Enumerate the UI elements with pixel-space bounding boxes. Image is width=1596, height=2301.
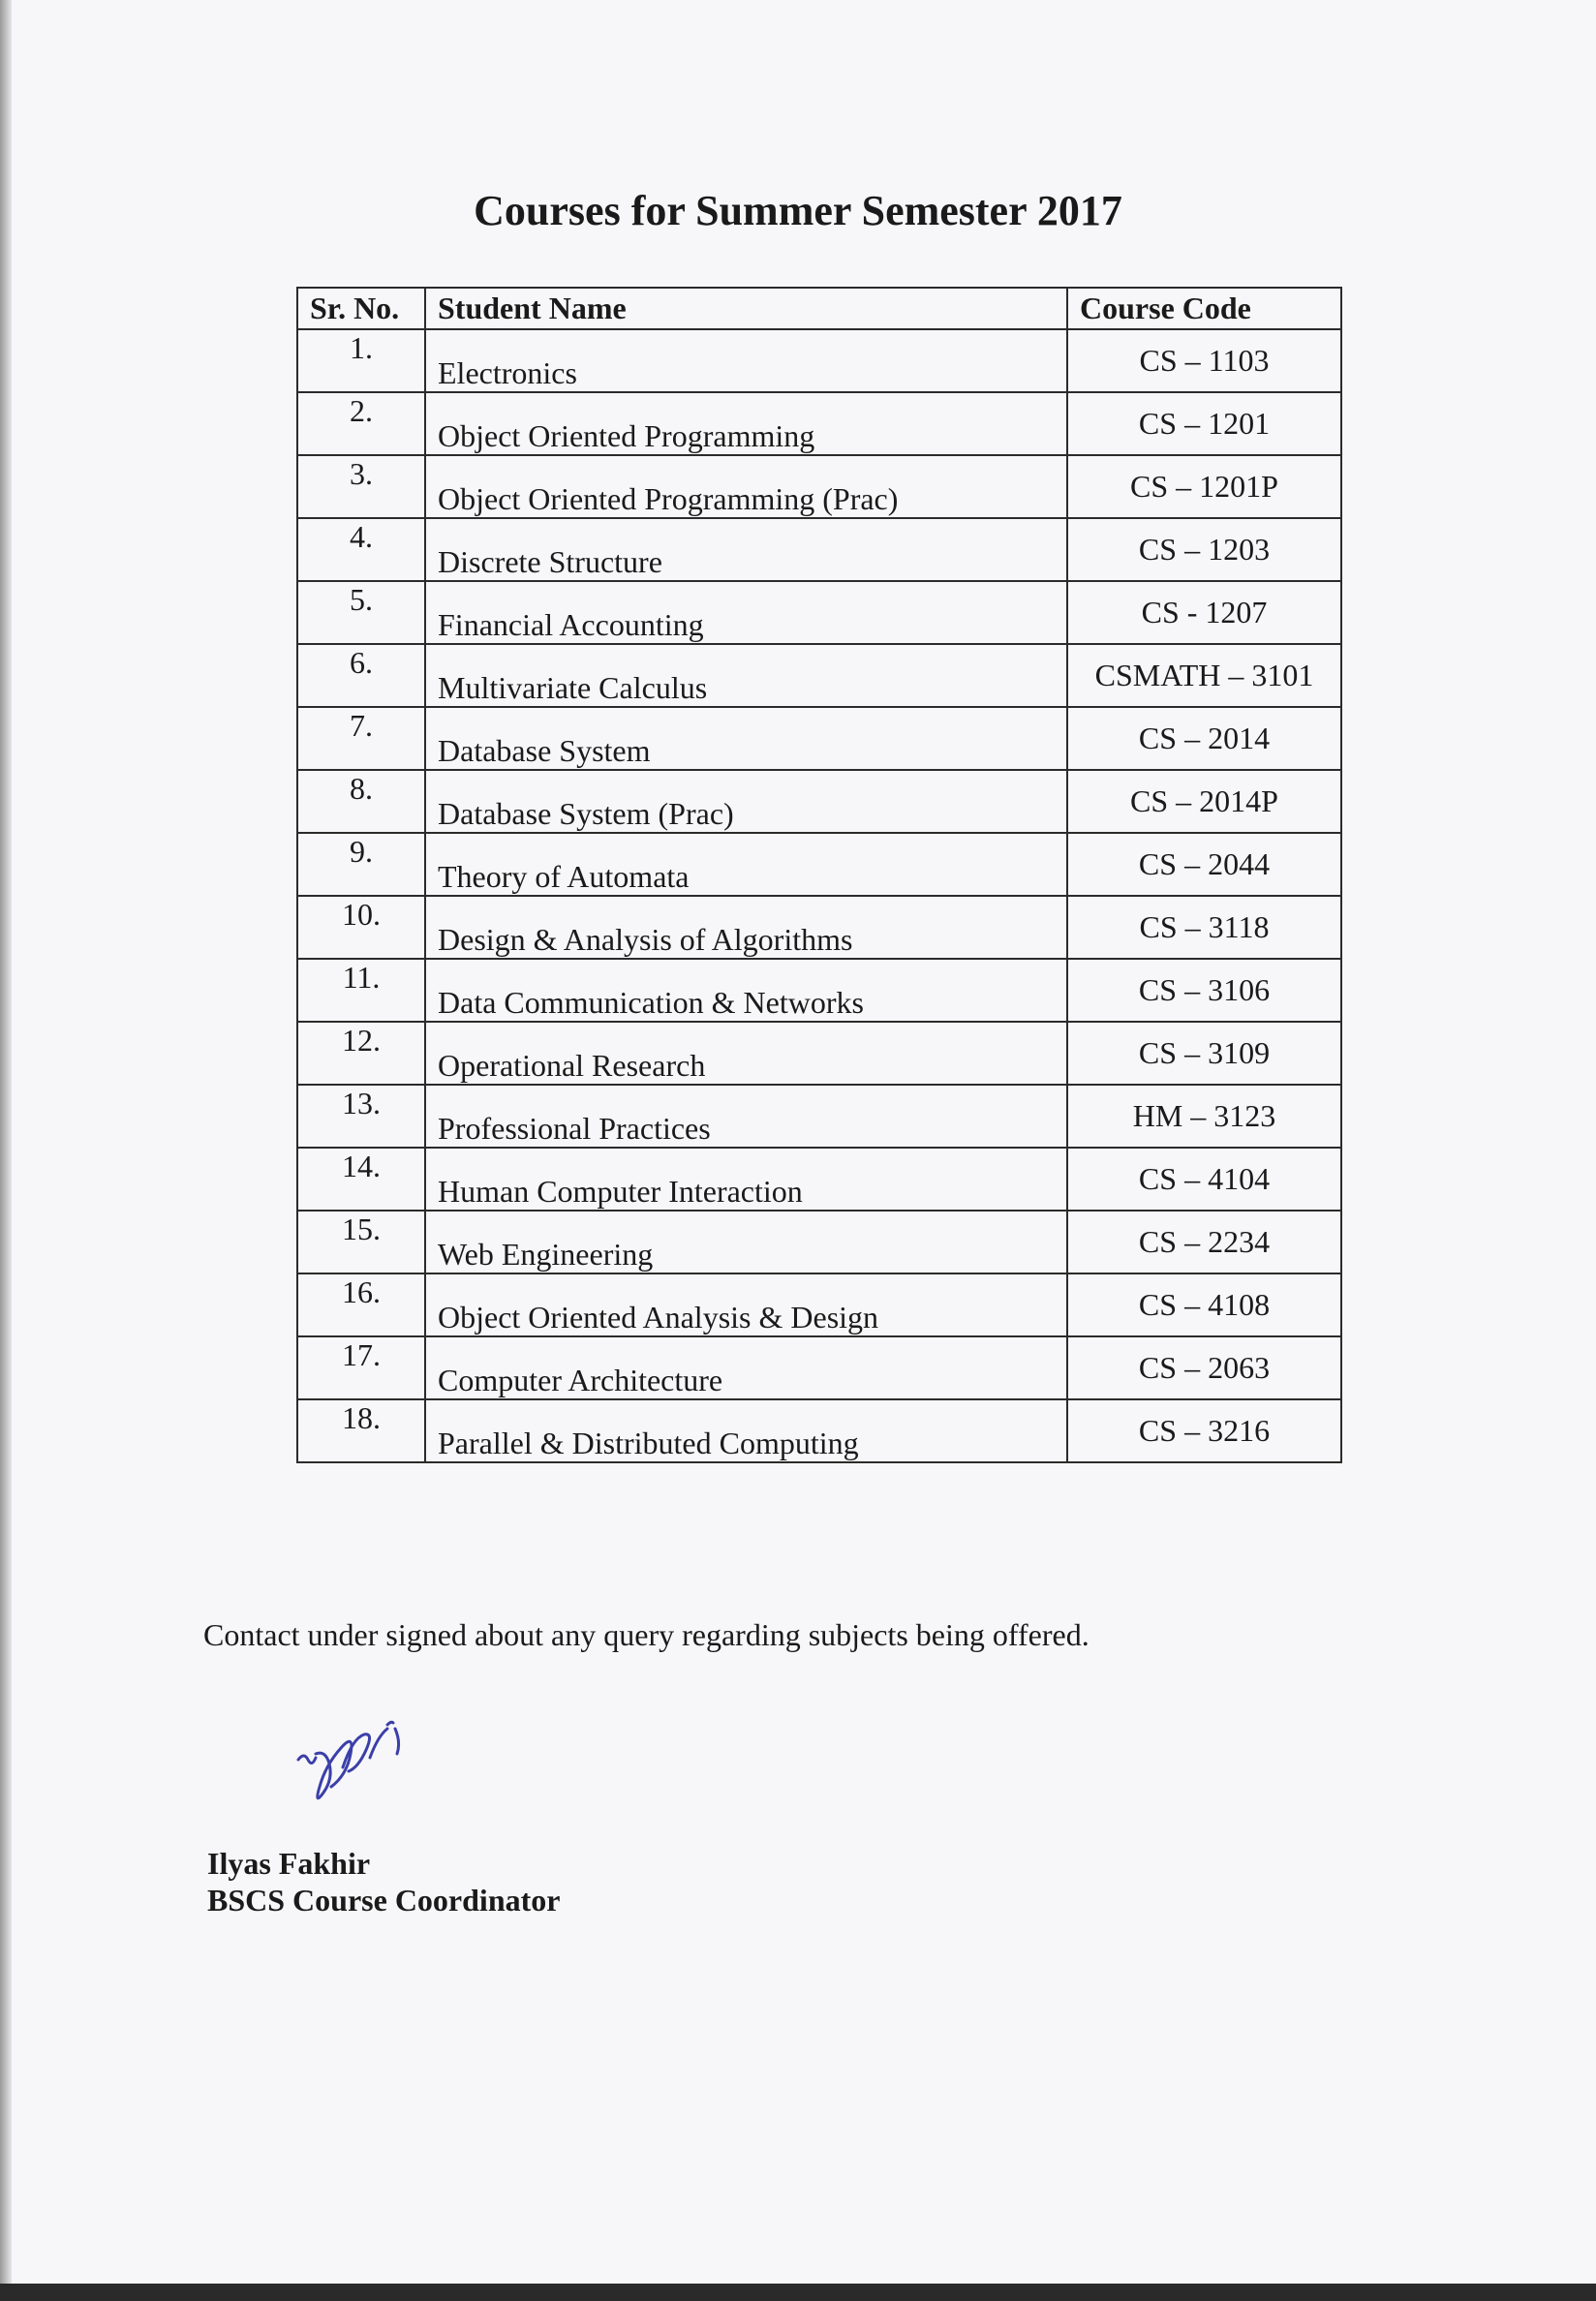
row-course-code: CS - 1207: [1067, 581, 1341, 644]
page-title: Courses for Summer Semester 2017: [474, 187, 1122, 234]
contact-note: Contact under signed about any query regarding subjects being offered.: [203, 1617, 1090, 1652]
table-row: [297, 329, 1341, 392]
table-row: [297, 1148, 1341, 1211]
table-body: [297, 329, 1341, 1462]
table-row: [297, 392, 1341, 455]
table-row: [297, 455, 1341, 518]
header-sr-no: Sr. No.: [297, 288, 425, 329]
row-course-code: CS – 1203: [1067, 518, 1341, 581]
row-course-name: Operational Research: [425, 1022, 1067, 1085]
table-row: [297, 959, 1341, 1022]
table-row: [297, 770, 1341, 833]
row-course-name: Database System: [425, 707, 1067, 770]
row-sr-no: 7.: [297, 707, 425, 770]
header-course-code: Course Code: [1067, 288, 1341, 329]
row-course-name: Object Oriented Programming (Prac): [425, 455, 1067, 518]
table-row: [297, 1022, 1341, 1085]
row-course-code: CS – 4108: [1067, 1273, 1341, 1336]
row-sr-no: 11.: [297, 959, 425, 1022]
row-course-name: Theory of Automata: [425, 833, 1067, 896]
row-course-name: Financial Accounting: [425, 581, 1067, 644]
table-row: [297, 707, 1341, 770]
table-row: [297, 833, 1341, 896]
handwritten-signature: [287, 1700, 442, 1845]
row-course-name: Design & Analysis of Algorithms: [425, 896, 1067, 959]
row-sr-no: 4.: [297, 518, 425, 581]
table-row: [297, 1211, 1341, 1273]
row-course-code: CS – 1103: [1067, 329, 1341, 392]
row-course-name: Object Oriented Programming: [425, 392, 1067, 455]
courses-table: [296, 287, 1342, 1463]
row-sr-no: 6.: [297, 644, 425, 707]
table-row: [297, 644, 1341, 707]
row-course-name: Multivariate Calculus: [425, 644, 1067, 707]
row-course-name: Computer Architecture: [425, 1336, 1067, 1399]
row-course-code: CS – 3109: [1067, 1022, 1341, 1085]
row-course-code: CS – 1201: [1067, 392, 1341, 455]
row-course-code: CS – 3118: [1067, 896, 1341, 959]
row-course-name: Data Communication & Networks: [425, 959, 1067, 1022]
row-sr-no: 5.: [297, 581, 425, 644]
row-course-code: CS – 3216: [1067, 1399, 1341, 1462]
row-sr-no: 10.: [297, 896, 425, 959]
row-sr-no: 3.: [297, 455, 425, 518]
scan-bottom-edge: [0, 2284, 1596, 2301]
row-course-code: HM – 3123: [1067, 1085, 1341, 1148]
row-course-code: CS – 2014: [1067, 707, 1341, 770]
header-student-name: Student Name: [425, 288, 1067, 329]
row-sr-no: 13.: [297, 1085, 425, 1148]
row-sr-no: 17.: [297, 1336, 425, 1399]
scan-left-edge: [0, 0, 12, 2301]
row-course-code: CS – 2234: [1067, 1211, 1341, 1273]
table-row: [297, 1273, 1341, 1336]
row-course-name: Electronics: [425, 329, 1067, 392]
row-course-name: Human Computer Interaction: [425, 1148, 1067, 1211]
row-course-code: CSMATH – 3101: [1067, 644, 1341, 707]
row-course-name: Discrete Structure: [425, 518, 1067, 581]
row-course-code: CS – 2063: [1067, 1336, 1341, 1399]
row-sr-no: 8.: [297, 770, 425, 833]
row-sr-no: 18.: [297, 1399, 425, 1462]
table-row: [297, 1336, 1341, 1399]
row-sr-no: 15.: [297, 1211, 425, 1273]
table-row: [297, 896, 1341, 959]
row-course-code: CS – 2014P: [1067, 770, 1341, 833]
table-row: [297, 1085, 1341, 1148]
table-row: [297, 518, 1341, 581]
row-course-name: Object Oriented Analysis & Design: [425, 1273, 1067, 1336]
row-course-name: Database System (Prac): [425, 770, 1067, 833]
row-course-name: Web Engineering: [425, 1211, 1067, 1273]
row-course-name: Parallel & Distributed Computing: [425, 1399, 1067, 1462]
row-course-code: CS – 4104: [1067, 1148, 1341, 1211]
row-course-code: CS – 3106: [1067, 959, 1341, 1022]
table-header-row: [297, 288, 1341, 329]
row-sr-no: 9.: [297, 833, 425, 896]
signatory-name: Ilyas Fakhir: [207, 1846, 371, 1881]
row-sr-no: 16.: [297, 1273, 425, 1336]
row-course-name: Professional Practices: [425, 1085, 1067, 1148]
row-sr-no: 2.: [297, 392, 425, 455]
row-sr-no: 12.: [297, 1022, 425, 1085]
table-row: [297, 581, 1341, 644]
row-sr-no: 14.: [297, 1148, 425, 1211]
row-course-code: CS – 2044: [1067, 833, 1341, 896]
row-course-code: CS – 1201P: [1067, 455, 1341, 518]
signatory-role: BSCS Course Coordinator: [207, 1883, 561, 1918]
table-row: [297, 1399, 1341, 1462]
row-sr-no: 1.: [297, 329, 425, 392]
